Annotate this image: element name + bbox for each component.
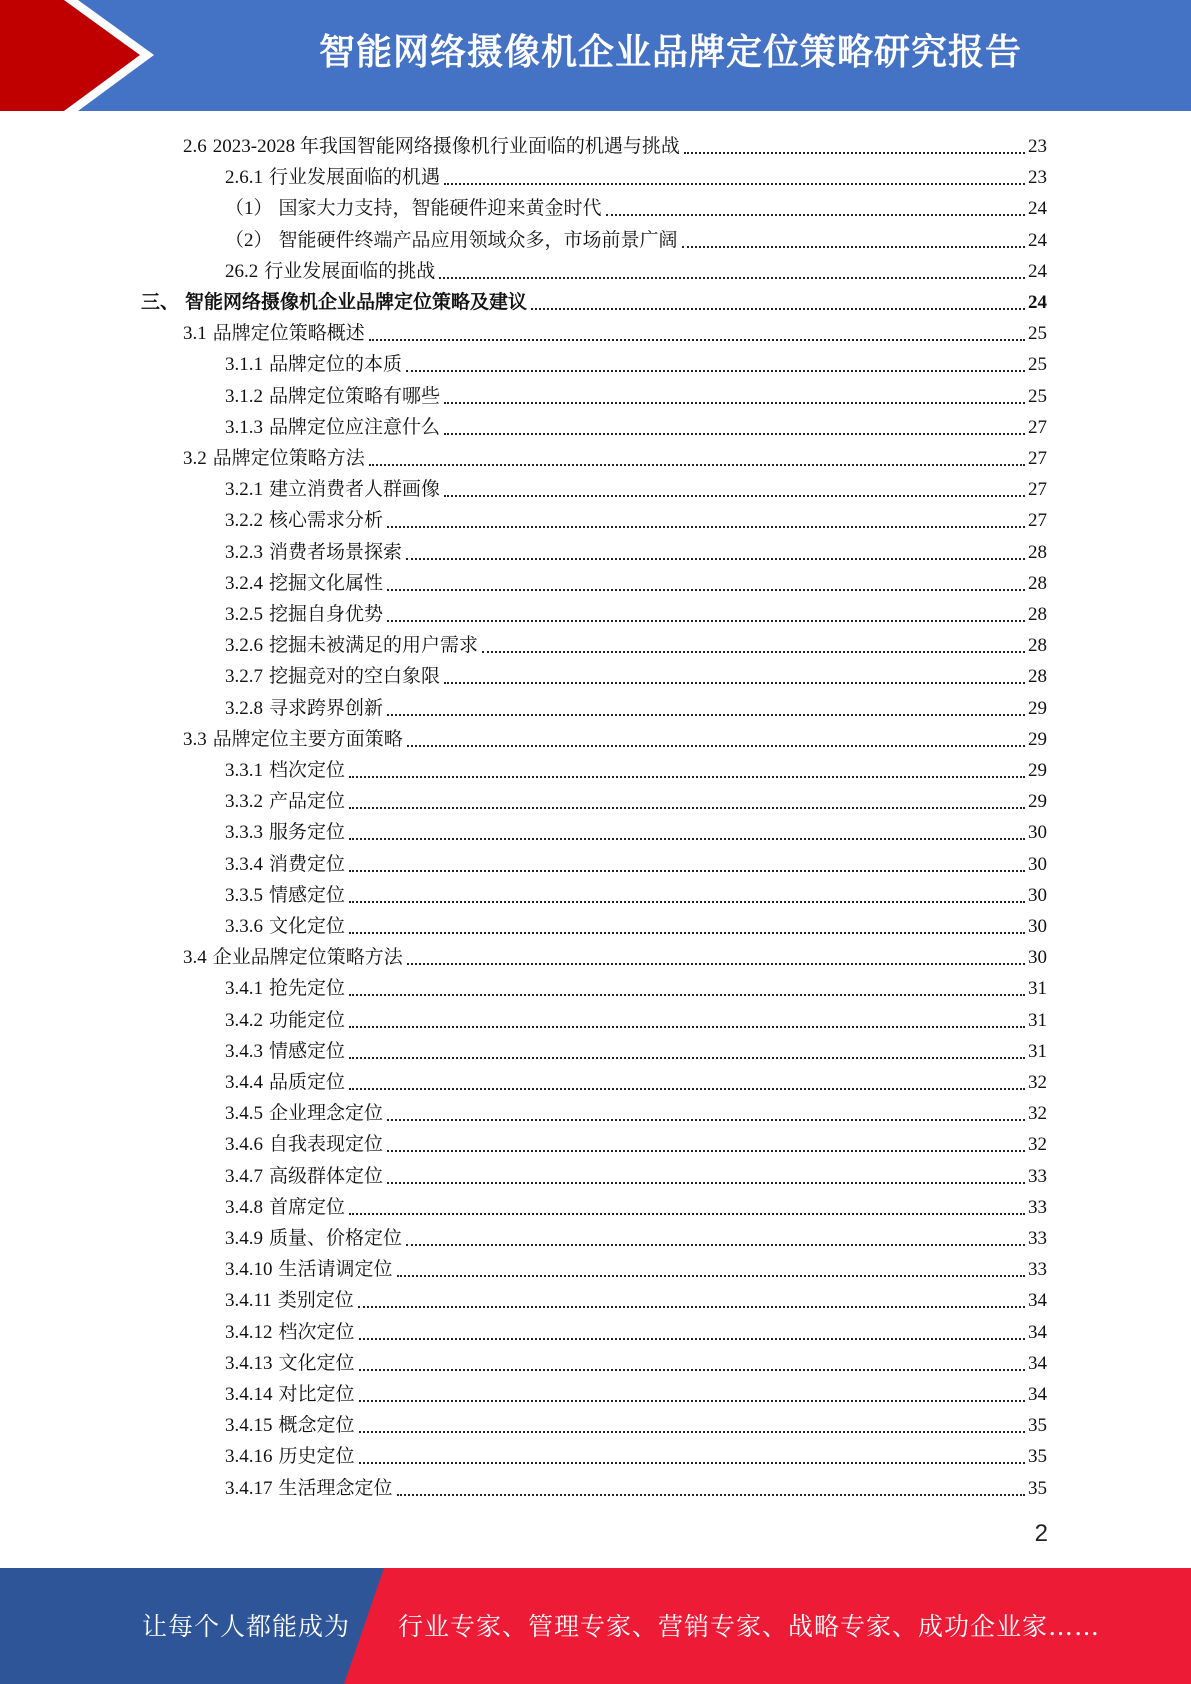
toc-entry-title: 抢先定位: [269, 978, 346, 1000]
toc-entry[interactable]: [225, 1470, 1047, 1501]
toc-leader-dots: [387, 525, 1025, 528]
toc-entry-title: 功能定位: [269, 1009, 346, 1031]
toc-entry-title: 生活请调定位: [278, 1259, 393, 1281]
page-footer: [0, 1568, 1191, 1684]
toc-entry[interactable]: [225, 814, 1047, 845]
toc-entry-number: 3.2.8: [225, 697, 263, 719]
footer-slogan: 让每个人都能成为: [142, 1612, 351, 1641]
toc-entry-page: 33: [1028, 1228, 1047, 1249]
toc-entry-page: 29: [1028, 791, 1047, 813]
toc-entry[interactable]: [225, 1345, 1047, 1376]
toc-leader-dots: [444, 494, 1025, 497]
toc-entry-page: 32: [1028, 1072, 1047, 1093]
toc-entry[interactable]: [225, 346, 1047, 377]
toc-entry-page: 25: [1028, 385, 1047, 407]
toc-leader-dots: [359, 1461, 1025, 1464]
toc-entry-title: 首席定位: [269, 1196, 346, 1218]
header-chevron-icon: [0, 0, 160, 111]
toc-entry-number: 3.2.2: [225, 510, 263, 532]
toc-entry-title: 对比定位: [278, 1384, 355, 1405]
toc-entry-title: 档次定位: [269, 760, 346, 781]
toc-leader-dots: [387, 619, 1025, 622]
toc-leader-dots: [444, 401, 1025, 404]
toc-leader-dots: [349, 993, 1025, 996]
toc-entry-page: 35: [1028, 1477, 1047, 1499]
toc-leader-dots: [406, 369, 1025, 372]
toc-entry[interactable]: [225, 1282, 1047, 1313]
toc-entry[interactable]: [225, 502, 1047, 533]
toc-entry-page: 31: [1028, 1009, 1047, 1031]
toc-entry-number: （1）: [225, 198, 273, 220]
toc-leader-dots: [682, 245, 1025, 248]
toc-entry-number: 3.4.11: [225, 1290, 272, 1312]
toc-entry-page: 34: [1028, 1290, 1047, 1312]
toc-entry[interactable]: [225, 190, 1047, 221]
toc-entry-title: 产品定位: [269, 791, 346, 813]
toc-entry[interactable]: [225, 409, 1047, 440]
toc-leader-dots: [684, 151, 1025, 154]
toc-entry-title: 文化定位: [278, 1352, 355, 1374]
toc-entry-title: 高级群体定位: [269, 1165, 384, 1187]
toc-entry-title: 品牌定位策略概述: [212, 323, 365, 345]
toc-entry-number: 3.4.10: [225, 1259, 273, 1281]
toc-entry-number: 3.2.1: [225, 479, 263, 501]
toc-entry-title: 概念定位: [278, 1415, 355, 1437]
toc-entry-page: 30: [1028, 947, 1047, 969]
toc-leader-dots: [444, 432, 1025, 435]
toc-entry-number: 2.6.1: [225, 167, 263, 189]
toc-leader-dots: [369, 463, 1025, 466]
toc-entry-page: 29: [1028, 697, 1047, 719]
toc-entry[interactable]: [225, 1095, 1047, 1126]
toc-entry-title: 情感定位: [269, 884, 346, 906]
toc-entry[interactable]: [225, 1033, 1047, 1064]
toc-leader-dots: [359, 1430, 1025, 1433]
toc-entry-page: 32: [1028, 1134, 1047, 1156]
toc-entry-page: 28: [1028, 541, 1047, 563]
toc-entry-title: 挖掘竞对的空白象限: [269, 666, 441, 688]
toc-leader-dots: [349, 869, 1025, 872]
toc-leader-dots: [349, 900, 1025, 903]
toc-leader-dots: [349, 1087, 1025, 1090]
toc-leader-dots: [439, 276, 1025, 279]
toc-entry[interactable]: [225, 534, 1047, 565]
toc-entry-page: 24: [1028, 229, 1047, 251]
toc-entry-title: 历史定位: [278, 1446, 355, 1468]
toc-entry-number: （2）: [225, 229, 273, 251]
toc-entry-page: 29: [1028, 728, 1047, 750]
toc-entry-title: 建立消费者人群画像: [269, 479, 441, 501]
toc-entry-page: 34: [1028, 1321, 1047, 1343]
page-header: [0, 0, 1191, 111]
toc-entry-number: 3.3.2: [225, 791, 263, 813]
toc-entry[interactable]: [225, 471, 1047, 502]
toc-entry-title: 核心需求分析: [269, 510, 384, 532]
toc-entry-page: 34: [1028, 1384, 1047, 1405]
toc-leader-dots: [397, 1493, 1025, 1496]
toc-leader-dots: [349, 931, 1025, 934]
toc-entry-number: 3.1: [183, 323, 207, 345]
toc-entry-number: 26.2: [225, 260, 259, 282]
toc-leader-dots: [359, 1337, 1025, 1340]
toc-entry[interactable]: [183, 128, 1047, 159]
toc-entry[interactable]: [183, 440, 1047, 471]
toc-entry-title: 行业发展面临的机遇: [269, 167, 441, 189]
toc-entry-title: 档次定位: [278, 1321, 355, 1343]
toc-entry-number: 3.4.15: [225, 1415, 273, 1437]
toc-entry[interactable]: [225, 877, 1047, 908]
toc-entry[interactable]: [225, 1158, 1047, 1189]
toc-entry-number: 2.6: [183, 136, 207, 157]
toc-entry-title: 品牌定位的本质: [269, 354, 403, 376]
toc-entry[interactable]: [225, 1220, 1047, 1251]
toc-entry-number: 3.3.5: [225, 884, 263, 906]
toc-entry[interactable]: [225, 1064, 1047, 1095]
toc-entry-title: 服务定位: [269, 822, 346, 844]
toc-entry-title: 智能硬件终端产品应用领域众多，市场前景广阔: [278, 229, 678, 251]
toc-leader-dots: [349, 806, 1025, 809]
toc-entry-title: 情感定位: [269, 1040, 346, 1062]
toc-entry[interactable]: [225, 1002, 1047, 1033]
toc-entry-page: 35: [1028, 1415, 1047, 1437]
toc-leader-dots: [349, 1025, 1025, 1028]
toc-entry-number: 3.1.3: [225, 416, 263, 438]
toc-entry-number: 3.4.12: [225, 1321, 273, 1343]
toc-leader-dots: [349, 837, 1025, 840]
toc-entry-number: 3.3: [183, 728, 207, 750]
toc-entry-page: 31: [1028, 1040, 1047, 1062]
toc-leader-dots: [406, 1243, 1025, 1246]
toc-entry-number: 3.4.2: [225, 1009, 263, 1031]
toc-entry-page: 35: [1028, 1446, 1047, 1468]
toc-entry[interactable]: [225, 1407, 1047, 1438]
toc-entry-number: 3.4.9: [225, 1228, 263, 1249]
toc-leader-dots: [349, 775, 1025, 778]
toc-entry-page: 33: [1028, 1196, 1047, 1218]
toc-leader-dots: [359, 1368, 1025, 1371]
toc-entry[interactable]: [225, 658, 1047, 689]
toc-entry[interactable]: [225, 1376, 1047, 1407]
toc-leader-dots: [387, 1149, 1025, 1152]
toc-entry[interactable]: [225, 1189, 1047, 1220]
toc-entry-page: 33: [1028, 1259, 1047, 1281]
toc-entry-number: 3.4.6: [225, 1134, 263, 1156]
toc-entry[interactable]: [183, 315, 1047, 346]
toc-entry-page: 29: [1028, 760, 1047, 781]
toc-entry-title: 品牌定位主要方面策略: [212, 728, 403, 750]
toc-entry-title: 企业理念定位: [269, 1103, 384, 1125]
toc-entry-page: 31: [1028, 978, 1047, 1000]
toc-leader-dots: [349, 1056, 1025, 1059]
toc-leader-dots: [444, 681, 1025, 684]
toc-entry-page: 27: [1028, 479, 1047, 501]
toc-entry-number: 3.2.6: [225, 635, 263, 657]
toc-leader-dots: [482, 650, 1025, 653]
toc-entry[interactable]: [225, 565, 1047, 596]
toc-entry-number: 3.4.17: [225, 1477, 273, 1499]
toc-entry[interactable]: [225, 1438, 1047, 1469]
toc-entry-title: 品质定位: [269, 1072, 346, 1093]
toc-entry-number: 3.4.1: [225, 978, 263, 1000]
toc-entry-page: 27: [1028, 416, 1047, 438]
toc-entry-number: 3.2.3: [225, 541, 263, 563]
toc-entry-title: 品牌定位应注意什么: [269, 416, 441, 438]
toc-entry-title: 文化定位: [269, 916, 346, 937]
toc-leader-dots: [349, 1212, 1025, 1215]
toc-entry[interactable]: [225, 783, 1047, 814]
toc-entry-page: 24: [1028, 260, 1047, 282]
toc-entry-page: 27: [1028, 448, 1047, 469]
toc-entry-title: 国家大力支持，智能硬件迎来黄金时代: [278, 198, 602, 220]
document-title: 智能网络摄像机企业品牌定位策略研究报告: [318, 32, 1022, 73]
toc-entry-page: 32: [1028, 1103, 1047, 1125]
toc-entry-number: 3.4.14: [225, 1384, 273, 1405]
toc-leader-dots: [531, 307, 1025, 310]
toc-leader-dots: [358, 1305, 1025, 1308]
toc-entry-number: 3.3.6: [225, 916, 263, 937]
toc-entry-number: 3.1.1: [225, 354, 263, 376]
toc-entry-number: 3.4.7: [225, 1165, 263, 1187]
toc-entry-page: 24: [1028, 292, 1047, 313]
toc-entry[interactable]: [225, 222, 1047, 253]
toc-leader-dots: [406, 557, 1025, 560]
toc-entry-number: 三、: [141, 292, 180, 313]
toc-leader-dots: [606, 213, 1025, 216]
toc-entry-page: 30: [1028, 884, 1047, 906]
toc-entry-page: 23: [1028, 167, 1047, 189]
toc-entry-page: 28: [1028, 666, 1047, 688]
toc-entry-page: 34: [1028, 1352, 1047, 1374]
toc-entry-page: 24: [1028, 198, 1047, 220]
toc-entry-number: 3.3.4: [225, 853, 263, 875]
toc-entry-page: 30: [1028, 822, 1047, 844]
toc-entry-page: 28: [1028, 572, 1047, 594]
toc-entry-number: 3.4.4: [225, 1072, 263, 1093]
toc-leader-dots: [387, 713, 1025, 716]
toc-entry[interactable]: [225, 690, 1047, 721]
toc-entry-title: 寻求跨界创新: [269, 697, 384, 719]
toc-entry-number: 3.4.3: [225, 1040, 263, 1062]
page-number: 2: [1034, 1520, 1048, 1547]
toc-entry-page: 28: [1028, 604, 1047, 625]
toc-entry[interactable]: [225, 1314, 1047, 1345]
toc-entry-title: 质量、价格定位: [269, 1228, 403, 1249]
toc-entry-title: 挖掘未被满足的用户需求: [269, 635, 479, 657]
toc-entry-number: 3.4: [183, 947, 207, 969]
toc-leader-dots: [387, 588, 1025, 591]
toc-entry-title: 类别定位: [277, 1290, 354, 1312]
toc-leader-dots: [444, 182, 1025, 185]
toc-entry-number: 3.4.16: [225, 1446, 273, 1468]
toc-entry-page: 33: [1028, 1165, 1047, 1187]
toc-entry-number: 3.3.3: [225, 822, 263, 844]
toc-entry[interactable]: [183, 721, 1047, 752]
footer-tagline: 行业专家、管理专家、营销专家、战略专家、成功企业家……: [398, 1612, 1101, 1641]
toc-entry-title: 生活理念定位: [278, 1477, 393, 1499]
toc-entry[interactable]: [225, 1251, 1047, 1282]
toc-leader-dots: [369, 338, 1025, 341]
toc-entry[interactable]: [225, 846, 1047, 877]
toc-entry-title: 消费定位: [269, 853, 346, 875]
toc-entry-page: 27: [1028, 510, 1047, 532]
toc-leader-dots: [387, 1118, 1025, 1121]
toc-entry[interactable]: [225, 596, 1047, 627]
toc-entry-title: 挖掘自身优势: [269, 604, 384, 625]
toc-entry-title: 2023-2028 年我国智能网络摄像机行业面临的机遇与挑战: [212, 136, 680, 157]
toc-entry-number: 3.2: [183, 448, 207, 469]
toc-entry-title: 消费者场景探索: [269, 541, 403, 563]
toc-entry-number: 3.4.5: [225, 1103, 263, 1125]
toc-entry-title: 智能网络摄像机企业品牌定位策略及建议: [185, 292, 528, 313]
toc-entry[interactable]: [225, 378, 1047, 409]
toc-entry[interactable]: [225, 627, 1047, 658]
toc-entry-page: 25: [1028, 323, 1047, 345]
toc-entry-title: 品牌定位策略有哪些: [269, 385, 441, 407]
toc-leader-dots: [397, 1274, 1025, 1277]
toc-leader-dots: [359, 1399, 1025, 1402]
toc-entry[interactable]: [225, 1126, 1047, 1157]
toc-leader-dots: [407, 744, 1025, 747]
toc-entry-title: 行业发展面临的挑战: [264, 260, 436, 282]
toc-entry[interactable]: [225, 970, 1047, 1001]
toc-entry-title: 自我表现定位: [269, 1134, 384, 1156]
toc-entry-page: 25: [1028, 354, 1047, 376]
toc-entry-number: 3.4.8: [225, 1196, 263, 1218]
toc-entry-title: 挖掘文化属性: [269, 572, 384, 594]
toc-leader-dots: [387, 1181, 1025, 1184]
toc-entry-number: 3.1.2: [225, 385, 263, 407]
toc-entry-number: 3.2.7: [225, 666, 263, 688]
toc-entry-title: 企业品牌定位策略方法: [212, 947, 403, 969]
toc-entry-number: 3.3.1: [225, 760, 263, 781]
toc-entry[interactable]: [183, 939, 1047, 970]
toc-entry[interactable]: [141, 284, 1047, 315]
toc-entry[interactable]: [225, 908, 1047, 939]
toc-entry-title: 品牌定位策略方法: [212, 448, 365, 469]
toc-leader-dots: [407, 962, 1025, 965]
toc-entry[interactable]: [225, 159, 1047, 190]
toc-entry-number: 3.2.4: [225, 572, 263, 594]
toc-entry-page: 30: [1028, 853, 1047, 875]
toc-entry-page: 30: [1028, 916, 1047, 937]
toc-entry-page: 28: [1028, 635, 1047, 657]
toc-entry[interactable]: [225, 253, 1047, 284]
toc-entry-number: 3.2.5: [225, 604, 263, 625]
toc-entry[interactable]: [225, 752, 1047, 783]
toc-entry-number: 3.4.13: [225, 1352, 273, 1374]
toc-entry-page: 23: [1028, 136, 1047, 157]
